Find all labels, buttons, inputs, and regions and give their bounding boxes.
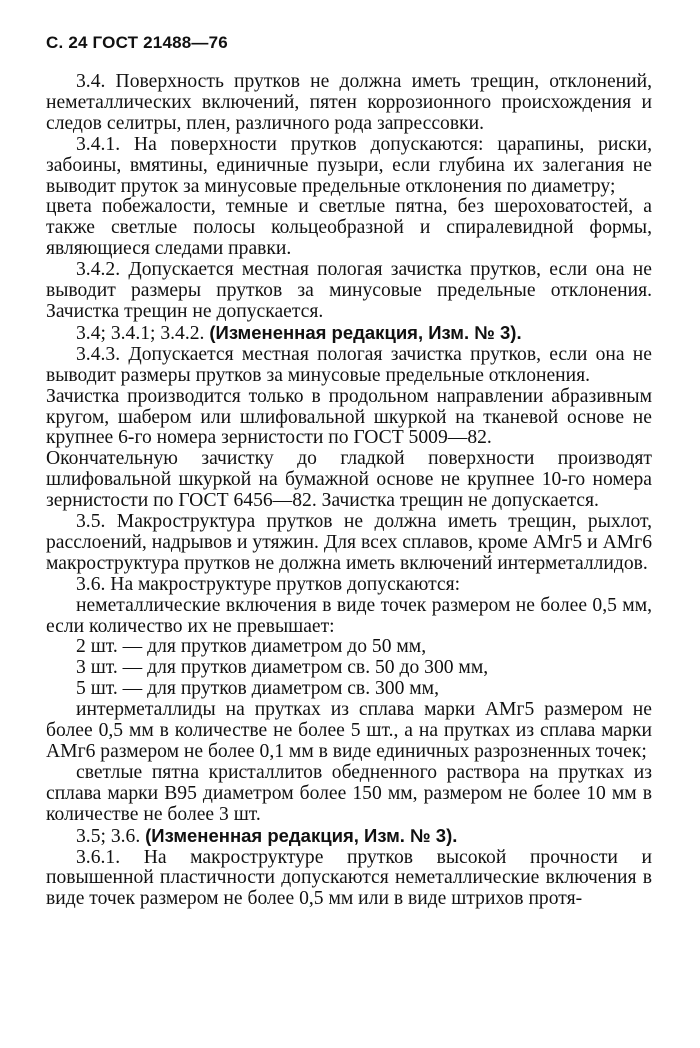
list-item-5pcs: 5 шт. — для прутков диаметром св. 300 мм, xyxy=(76,678,439,700)
paragraph-cleaning-method: Зачистка производится только в продольном направлении абразивным кругом, шабером или шлифовальной шкуркой на тканевой основе не крупнее 6-го номера зернистости по ГОСТ 5009—82. xyxy=(46,385,652,449)
paragraph-3-4-1-cont: цвета побежалости, темные и светлые пятна, без шероховатостей, а также светлые полосы кольцеобразной и спиралевидной формы, являющиеся следами правки. xyxy=(46,196,652,260)
amendment-text: (Измененная редакция, Изм. № 3). xyxy=(145,824,458,846)
page-header: С. 24 ГОСТ 21488—76 xyxy=(46,33,228,52)
amendment-note-1 xyxy=(46,323,652,345)
paragraph-intermetallides: интерметаллиды на прутках из сплава марки АМг5 размером не более 0,5 мм в количестве не более 5 шт., а на прутках из сплава марки АМг6 размером не более 0,1 мм в виде единичных разрозненных точек; xyxy=(46,699,652,762)
amendment-text: (Измененная редакция, Изм. № 3). xyxy=(209,321,522,343)
paragraph-3-4: 3.4. Поверхность прутков не должна иметь трещин, отклонений, неметаллических включений, пятен коррозионного происхождения и следов селитры, плен, различного рода запрессовки. xyxy=(46,71,652,134)
amendment-clauses: 3.5; 3.6. xyxy=(76,825,141,847)
paragraph-inclusions: неметаллические включения в виде точек размером не более 0,5 мм, если количество их не превышает: xyxy=(46,594,652,637)
document-body xyxy=(46,72,652,910)
paragraph-final-cleaning: Окончательную зачистку до гладкой поверхности производят шлифовальной шкуркой на бумажной основе не крупнее 10-го номера зернистости по ГОСТ 6456—82. Зачистка трещин не допускается. xyxy=(46,448,652,512)
paragraph-3-4-1: 3.4.1. На поверхности прутков допускаются: царапины, риски, забоины, вмятины, единичные пузыри, если глубина их залегания не выводит пруток за минусовые предельные отклонения по диаметру; xyxy=(46,133,652,197)
paragraph-light-spots: светлые пятна кристаллитов обедненного раствора на прутках из сплава марки В95 диаметром более 150 мм, размером не более 10 мм в количестве не более 3 шт. xyxy=(46,761,652,825)
paragraph-3-4-2: 3.4.2. Допускается местная пологая зачистка прутков, если она не выводит размеры прутков за минусовые предельные отклонения. Зачистка трещин не допускается. xyxy=(46,259,652,322)
paragraph-3-6-1: 3.6.1. На макроструктуре прутков высокой прочности и повышенной пластичности допускаются неметаллические включения в виде точек размером не более 0,5 мм или в виде штрихов протя- xyxy=(46,846,652,910)
paragraph-3-6: 3.6. На макроструктуре прутков допускаются: xyxy=(76,573,461,595)
list-item-3pcs: 3 шт. — для прутков диаметром св. 50 до 300 мм, xyxy=(76,657,489,679)
paragraph-3-5: 3.5. Макроструктура прутков не должна иметь трещин, рыхлот, расслоений, надрывов и утяжин. Для всех сплавов, кроме АМг5 и АМг6 макроструктура прутков не должна иметь включений интерметаллидов. xyxy=(46,511,652,574)
list-item-2pcs: 2 шт. — для прутков диаметром до 50 мм, xyxy=(76,636,427,658)
amendment-clauses: 3.4; 3.4.1; 3.4.2. xyxy=(76,322,205,344)
amendment-note-2 xyxy=(46,826,652,848)
paragraph-3-4-3: 3.4.3. Допускается местная пологая зачистка прутков, если она не выводит размеры прутков за минусовые предельные отклонения. xyxy=(46,343,652,386)
